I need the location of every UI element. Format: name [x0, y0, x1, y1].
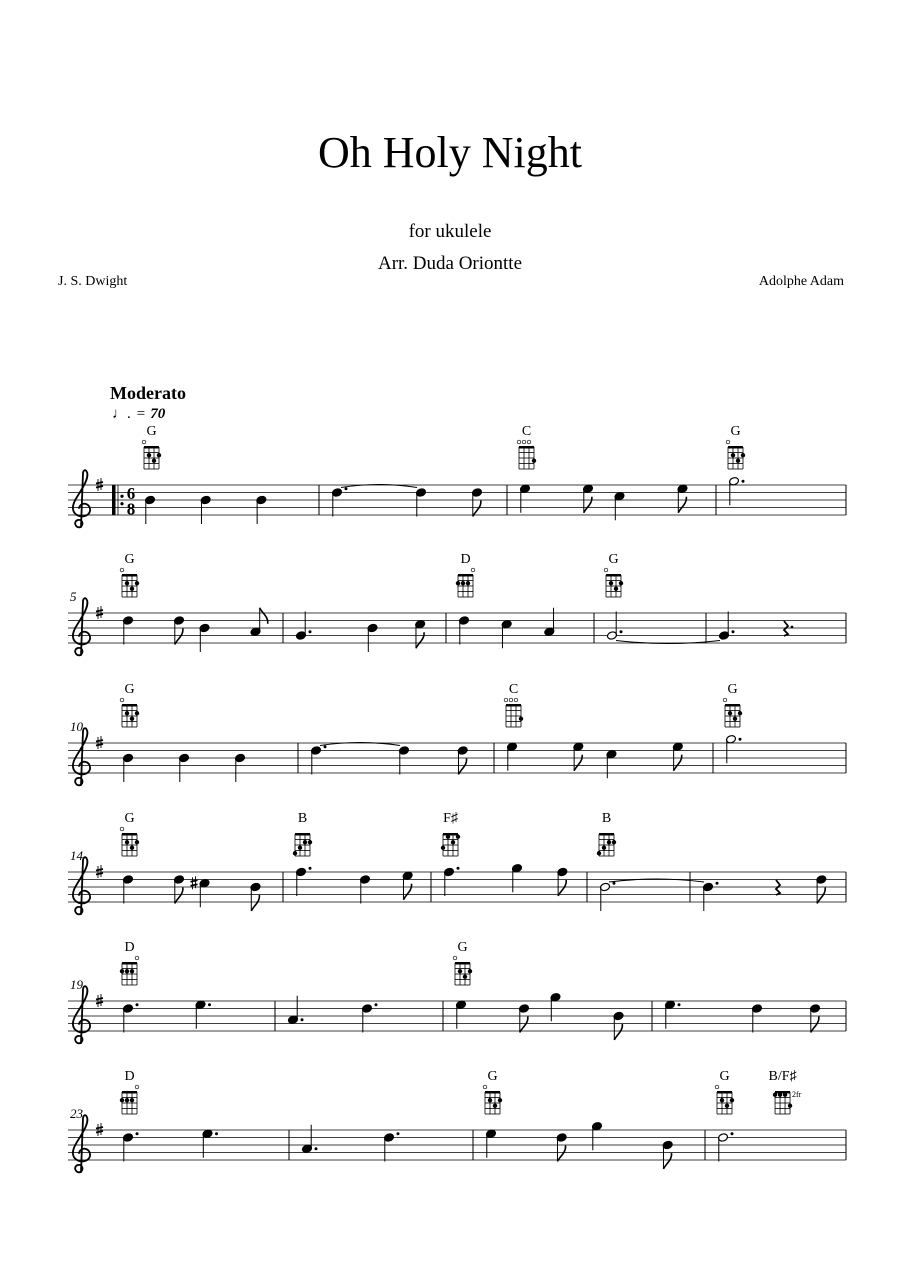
open-string-marker [527, 440, 531, 444]
finger-dot [303, 840, 307, 844]
finger-dot [720, 1098, 724, 1102]
treble-clef [73, 598, 90, 655]
treble-clef [73, 857, 90, 914]
finger-dot [120, 1098, 124, 1102]
chord-name: B [297, 811, 308, 826]
finger-dot [463, 975, 467, 979]
treble-clef [73, 986, 90, 1043]
chord-name: C [521, 424, 532, 439]
open-string-marker [504, 698, 508, 702]
dotted-quarter-symbol: ♩. [112, 406, 131, 422]
note-flag [817, 888, 825, 904]
dot [208, 1003, 211, 1006]
finger-dot [738, 711, 742, 715]
chord-name: C [508, 682, 519, 697]
dot [739, 738, 742, 741]
finger-dot [130, 717, 134, 721]
finger-dot [125, 969, 129, 973]
finger-dot [147, 453, 151, 457]
key-signature-sharp [96, 1123, 103, 1136]
finger-dot [125, 581, 129, 585]
finger-dot [308, 840, 312, 844]
chord-name: G [727, 682, 738, 697]
open-string-marker [142, 440, 146, 444]
score-title: Oh Holy Night [318, 128, 582, 177]
chord-name: F♯ [443, 811, 458, 826]
finger-dot [130, 846, 134, 850]
chord-diagram [453, 940, 472, 985]
finger-dot [493, 1104, 497, 1108]
dot [613, 882, 616, 885]
finger-dot [519, 717, 523, 721]
chord-diagram [517, 424, 536, 469]
chord-name: D [124, 1069, 135, 1084]
finger-dot [468, 969, 472, 973]
key-signature-sharp [96, 606, 103, 619]
finger-dot [125, 1098, 129, 1102]
chord-diagram [715, 1069, 734, 1114]
open-string-marker [517, 440, 521, 444]
finger-dot [456, 581, 460, 585]
chord-diagram [504, 682, 523, 727]
open-string-marker [514, 698, 518, 702]
chord-name: G [124, 682, 135, 697]
chord-diagram [604, 552, 623, 597]
measure-number: 23 [70, 1106, 83, 1121]
key-signature-sharp [96, 994, 103, 1007]
rest [776, 880, 780, 895]
finger-dot [120, 969, 124, 973]
key-signature-sharp [96, 736, 103, 749]
chord-diagram [120, 1069, 139, 1114]
arranger-credit: Arr. Duda Oriontte [377, 253, 523, 274]
open-string-marker [483, 1085, 487, 1089]
dot [324, 745, 327, 748]
chord-name: G [719, 1069, 730, 1084]
dot [716, 882, 719, 885]
chord-name: B/F♯ [768, 1069, 797, 1084]
fret-label: 2fr [792, 1090, 802, 1099]
measure-number: 14 [70, 848, 83, 863]
chord-name: D [124, 940, 135, 955]
score-subtitle: for ukulele [408, 221, 492, 242]
dot [309, 867, 312, 870]
finger-dot [783, 1093, 787, 1097]
chord-name: G [730, 424, 741, 439]
finger-dot [135, 840, 139, 844]
staff-system [68, 811, 846, 914]
dot [791, 626, 794, 629]
note-flag [663, 1153, 671, 1169]
note-flag [260, 608, 268, 624]
note-flag [614, 1024, 622, 1040]
treble-clef [73, 1115, 90, 1172]
chord-diagram [441, 811, 460, 856]
staff-system [68, 682, 846, 785]
open-string-marker [120, 827, 124, 831]
finger-dot [458, 969, 462, 973]
staff-system [68, 424, 846, 527]
chord-diagram [120, 682, 139, 727]
dot [457, 867, 460, 870]
chord-diagram [723, 682, 742, 727]
chord-diagram [120, 552, 139, 597]
dot [136, 1003, 139, 1006]
open-string-marker [522, 440, 526, 444]
chord-name: G [457, 940, 468, 955]
finger-dot [609, 581, 613, 585]
dot [215, 1132, 218, 1135]
measure-number: 5 [70, 589, 77, 604]
lyricist-credit: J. S. Dwight [58, 274, 128, 289]
open-string-marker [120, 568, 124, 572]
chord-diagram [456, 552, 475, 597]
measure-number: 19 [70, 977, 83, 992]
finger-dot [612, 840, 616, 844]
finger-dot [730, 1098, 734, 1102]
chord-diagram [769, 1069, 802, 1114]
repeat-dot [120, 495, 123, 498]
treble-clef [73, 728, 90, 785]
note-flag [458, 759, 466, 775]
metronome-equals: = [136, 406, 146, 422]
time-signature-numerator: 6 [126, 484, 136, 503]
time-signature-denominator: 8 [126, 499, 136, 519]
note-flag [403, 884, 411, 900]
treble-clef [73, 470, 90, 527]
open-string-marker [453, 956, 457, 960]
chord-diagram [120, 940, 139, 985]
dot [678, 1003, 681, 1006]
finger-dot [125, 711, 129, 715]
finger-dot [451, 840, 455, 844]
note-flag [678, 497, 686, 513]
open-string-marker [120, 698, 124, 702]
finger-dot [736, 459, 740, 463]
finger-dot [466, 581, 470, 585]
finger-dot [498, 1098, 502, 1102]
finger-dot [788, 1104, 792, 1108]
note-flag [251, 895, 259, 911]
finger-dot [619, 581, 623, 585]
repeat-thick-bar [112, 485, 116, 515]
chord-diagram [293, 811, 312, 856]
dot [397, 1132, 400, 1135]
chord-name: G [608, 552, 619, 567]
finger-dot [293, 851, 297, 855]
dot [620, 630, 623, 633]
finger-dot [488, 1098, 492, 1102]
open-string-marker [135, 1085, 139, 1089]
key-signature-sharp [96, 865, 103, 878]
chord-diagram [120, 811, 139, 856]
tempo-marking: Moderato [110, 383, 186, 403]
finger-dot [725, 1104, 729, 1108]
finger-dot [135, 711, 139, 715]
chord-diagram [142, 424, 161, 469]
dot [742, 480, 745, 483]
note-flag [584, 497, 592, 513]
staff-system [68, 1069, 846, 1172]
finger-dot [597, 851, 601, 855]
finger-dot [461, 581, 465, 585]
finger-dot [130, 587, 134, 591]
dot [136, 1132, 139, 1135]
dot [309, 630, 312, 633]
finger-dot [731, 453, 735, 457]
chord-diagram [597, 811, 616, 856]
dot [731, 1132, 734, 1135]
finger-dot [614, 587, 618, 591]
chord-name: B [601, 811, 612, 826]
note-flag [674, 755, 682, 771]
dot [732, 630, 735, 633]
finger-dot [741, 453, 745, 457]
repeat-dot [120, 502, 123, 505]
note-flag [811, 1017, 819, 1033]
chord-name: D [460, 552, 471, 567]
finger-dot [130, 969, 134, 973]
finger-dot [773, 1093, 777, 1097]
finger-dot [125, 840, 129, 844]
finger-dot [298, 846, 302, 850]
finger-dot [441, 846, 445, 850]
dot [315, 1147, 318, 1150]
staff-system [68, 940, 846, 1043]
dot [375, 1003, 378, 1006]
chord-name: G [146, 424, 157, 439]
finger-dot [602, 846, 606, 850]
chord-name: G [124, 552, 135, 567]
finger-dot [532, 459, 536, 463]
open-string-marker [471, 568, 475, 572]
note-flag [175, 629, 183, 645]
rest [784, 621, 788, 636]
finger-dot [152, 459, 156, 463]
finger-dot [728, 711, 732, 715]
dot [345, 487, 348, 490]
chord-diagram [483, 1069, 502, 1114]
metronome-bpm: 70 [150, 406, 166, 422]
chord-name: G [487, 1069, 498, 1084]
finger-dot [607, 840, 611, 844]
staff-system [68, 552, 846, 655]
note-flag [557, 1146, 565, 1162]
note-flag [416, 632, 424, 648]
measure-number: 10 [70, 719, 83, 734]
note-flag [175, 888, 183, 904]
note-flag [520, 1017, 528, 1033]
finger-dot [130, 1098, 134, 1102]
finger-dot [135, 581, 139, 585]
finger-dot [456, 835, 460, 839]
chord-diagram [726, 424, 745, 469]
chord-name: G [124, 811, 135, 826]
open-string-marker [509, 698, 513, 702]
finger-dot [446, 835, 450, 839]
note-flag [473, 501, 481, 517]
open-string-marker [723, 698, 727, 702]
open-string-marker [604, 568, 608, 572]
finger-dot [157, 453, 161, 457]
finger-dot [733, 717, 737, 721]
open-string-marker [135, 956, 139, 960]
open-string-marker [715, 1085, 719, 1089]
note-flag [574, 755, 582, 771]
key-signature-sharp [96, 478, 103, 491]
finger-dot [778, 1093, 782, 1097]
open-string-marker [726, 440, 730, 444]
composer-credit: Adolphe Adam [758, 274, 844, 289]
dot [301, 1018, 304, 1021]
note-flag [558, 880, 566, 896]
